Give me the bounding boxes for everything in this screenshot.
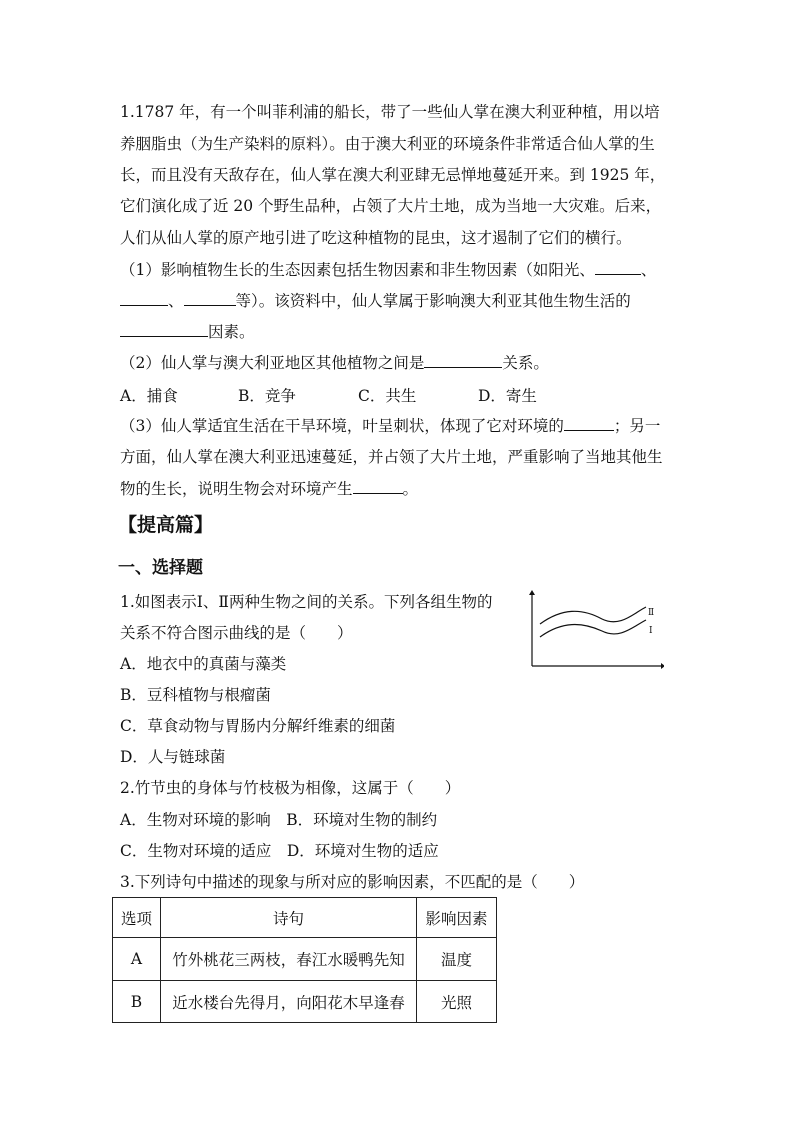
- choice-1-stem: 关系不符合图示曲线的是（ ）: [120, 624, 353, 642]
- option-c[interactable]: C．共生: [358, 387, 417, 405]
- answer-blank[interactable]: [120, 322, 208, 337]
- question-3-text: 。: [402, 480, 419, 498]
- question-3-text: ；另一: [613, 417, 661, 435]
- table-header: 诗句: [161, 898, 417, 938]
- choice-2-stem: 2.竹节虫的身体与竹枝极为相像，这属于（ ）: [120, 779, 461, 797]
- passage-line: 它们演化成了近 20 个野生品种，占领了大片土地，成为当地一大灾难。后来，: [120, 197, 662, 215]
- choice-1-option-c[interactable]: C．草食动物与胃肠内分解纤维素的细菌: [120, 717, 396, 735]
- table-cell: 光照: [417, 981, 497, 1023]
- choice-3-table: [112, 897, 497, 1023]
- question-2-text: 关系。: [502, 354, 549, 372]
- question-1-line: [120, 291, 631, 311]
- option-a[interactable]: A．捕食: [120, 387, 178, 405]
- question-1-text: （1）影响植物生长的生态因素包括生物因素和非生物因素（如阳光、: [120, 261, 595, 279]
- question-1-text: 等）。该资料中，仙人掌属于影响澳大利亚其他生物生活的: [235, 292, 631, 310]
- question-1-line: [120, 260, 656, 280]
- subsection-title: 一、选择题: [118, 558, 203, 578]
- x-axis-arrow: [661, 663, 664, 669]
- relationship-graph: [524, 590, 664, 672]
- question-3-text: 物的生长，说明生物会对环境产生: [120, 480, 353, 498]
- question-2-line: [120, 353, 549, 373]
- answer-blank[interactable]: [595, 260, 641, 275]
- answer-blank[interactable]: [120, 291, 168, 306]
- question-3-line: 方面，仙人掌在澳大利亚迅速蔓延，并占领了大片土地，严重影响了当地其他生: [120, 448, 663, 466]
- choice-1-option-a[interactable]: A．地衣中的真菌与藻类: [120, 655, 287, 673]
- question-3-line: [120, 416, 660, 436]
- table-cell: 近水楼台先得月，向阳花木早逢春: [161, 981, 417, 1023]
- answer-blank[interactable]: [424, 353, 502, 368]
- table-cell: 温度: [417, 938, 497, 981]
- curve-label-i: Ⅰ: [649, 626, 653, 636]
- answer-blank[interactable]: [564, 416, 614, 431]
- table-cell: B: [113, 981, 161, 1023]
- passage-line: 人们从仙人掌的原产地引进了吃这种植物的昆虫，这才遏制了它们的横行。: [120, 229, 632, 247]
- table-cell: 竹外桃花三两枝，春江水暖鸭先知: [161, 938, 417, 981]
- table-row: [113, 981, 497, 1023]
- separator: 、: [640, 261, 657, 279]
- question-1-text: 因素。: [208, 323, 255, 341]
- separator: 、: [168, 292, 184, 310]
- table-header-row: [113, 898, 497, 938]
- choice-2-options-row[interactable]: A．生物对环境的影响 B．环境对生物的制约: [120, 811, 438, 829]
- table-cell: A: [113, 938, 161, 981]
- answer-blank[interactable]: [184, 291, 236, 306]
- option-d[interactable]: D．寄生: [478, 387, 537, 405]
- y-axis-arrow: [529, 590, 535, 595]
- section-title: 【提高篇】: [118, 514, 214, 536]
- table-header: 影响因素: [417, 898, 497, 938]
- option-b[interactable]: B．竞争: [238, 387, 296, 405]
- choice-3-stem: 3.下列诗句中描述的现象与所对应的影响因素，不匹配的是（ ）: [120, 873, 585, 891]
- curve-i: [540, 620, 646, 637]
- curve-ii: [540, 607, 646, 624]
- question-3-line: [120, 479, 418, 499]
- table-header: 选项: [113, 898, 161, 938]
- passage-line: 1.1787 年，有一个叫菲利浦的船长，带了一些仙人掌在澳大利亚种植，用以培: [120, 103, 660, 121]
- passage-line: 长，而且没有天敌存在，仙人掌在澳大利亚肆无忌惮地蔓延开来。到 1925 年，: [120, 166, 666, 184]
- question-2-text: （2）仙人掌与澳大利亚地区其他植物之间是: [120, 354, 425, 372]
- passage-line: 养胭脂虫（为生产染料的原料）。由于澳大利亚的环境条件非常适合仙人掌的生: [120, 135, 655, 153]
- choice-1-option-d[interactable]: D．人与链球菌: [120, 748, 226, 766]
- choice-2-options-row[interactable]: C．生物对环境的适应 D．环境对生物的适应: [120, 842, 439, 860]
- curve-label-ii: Ⅱ: [648, 608, 655, 618]
- question-1-line: [120, 322, 255, 342]
- choice-1-stem: 1.如图表示Ⅰ、Ⅱ两种生物之间的关系。下列各组生物的: [120, 593, 493, 611]
- question-3-text: （3）仙人掌适宜生活在干旱环境，叶呈刺状，体现了它对环境的: [120, 417, 564, 435]
- answer-blank[interactable]: [353, 479, 403, 494]
- choice-1-option-b[interactable]: B．豆科植物与根瘤菌: [120, 686, 271, 704]
- table-row: [113, 938, 497, 981]
